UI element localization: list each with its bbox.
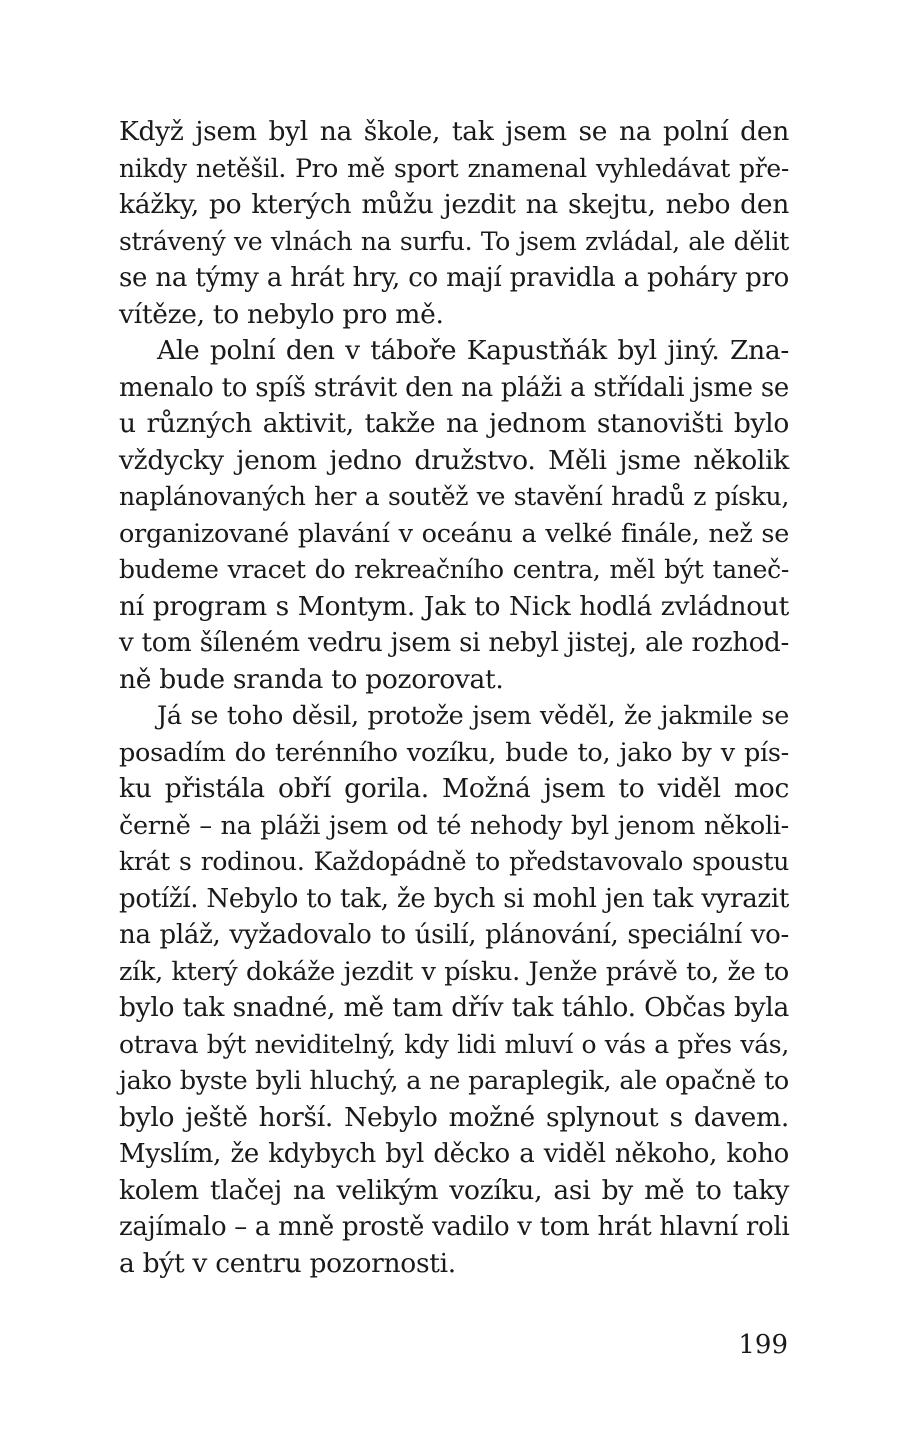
body-text (119, 114, 789, 1282)
paragraph-2-line-8: ní program s Montym. Jak to Nick hodlá zvládnout (119, 590, 789, 622)
paragraph-3-line-8: zík, který dokáže jezdit v písku. Jenže právě to, že to (119, 956, 789, 987)
paragraph-3-line-16: a být v centru pozornosti. (119, 1247, 456, 1279)
paragraph-2-line-10: ně bude sranda to pozorovat. (119, 663, 504, 695)
paragraph-1-line-2: nikdy netěšil. Pro mě sport znamenal vyhledávat pře- (119, 153, 789, 183)
paragraph-3-line-9: bylo tak snadné, mě tam dřív tak táhlo. Občas byla (119, 992, 789, 1023)
paragraph-1-line-4: strávený ve vlnách na surfu. To jsem zvládal, ale dělit (119, 226, 789, 256)
paragraph-3-line-5: krát s rodinou. Každopádně to představovalo spoustu (119, 847, 789, 876)
paragraph-3-line-4: černě – na pláži jsem od té nehody byl jenom několi- (119, 810, 789, 841)
paragraph-2-line-5: naplánovaných her a soutěž ve stavění hradů z písku, (119, 482, 789, 511)
paragraph-3-line-6: potíží. Nebylo to tak, že bych si mohl jen tak vyrazit (119, 883, 789, 914)
paragraph-3-line-1: Já se toho děsil, protože jsem věděl, že jakmile se (157, 701, 789, 731)
paragraph-3-line-2: posadím do terénního vozíku, bude to, jako by v pís- (119, 737, 789, 768)
paragraph-3-line-3: ku přistála obří gorila. Možná jsem to viděl moc (119, 773, 789, 804)
paragraph-2-line-7: budeme vracet do rekreačního centra, měl být taneč- (119, 555, 789, 584)
paragraph-1-line-1: Když jsem byl na škole, tak jsem se na polní den (119, 116, 789, 147)
paragraph-3-line-15: zajímalo – a mně prostě vadilo v tom hrát hlavní roli (119, 1212, 790, 1242)
paragraph-2-line-4: vždycky jenom jedno družstvo. Měli jsme několik (119, 444, 789, 476)
paragraph-1-line-3: kážky, po kterých můžu jezdit na skejtu, nebo den (119, 189, 789, 220)
paragraph-1-line-5: se na týmy a hrát hry, co mají pravidla a poháry pro (119, 263, 789, 293)
paragraph-3-line-14: kolem tlačej na velikým vozíku, asi by mě to taky (119, 1174, 789, 1206)
paragraph-3-line-11: jako byste byli hluchý, a ne paraplegik, ale opačně to (119, 1066, 789, 1096)
paragraph-2-line-3: u různých aktivit, takže na jednom stanovišti bylo (119, 408, 789, 439)
paragraph-2-line-2: menalo to spíš strávit den na pláži a střídali jsme se (119, 372, 789, 403)
paragraph-3-line-10: otrava být neviditelný, kdy lidi mluví o vás a přes vás, (119, 1029, 789, 1059)
paragraph-2-line-6: organizované plavání v oceánu a velké finále, než se (119, 518, 789, 549)
paragraph-1-line-6: vítěze, to nebylo pro mě. (119, 298, 444, 330)
page-number: 199 (738, 1330, 788, 1360)
paragraph-3-line-12: bylo ještě horší. Nebylo možné splynout s davem. (119, 1101, 789, 1133)
paragraph-2-line-9: v tom šíleném vedru jsem si nebyl jistej, ale rozhod- (119, 628, 789, 658)
paragraph-3-line-13: Myslím, že kdybych byl děcko a viděl někoho, koho (119, 1139, 789, 1169)
paragraph-3-line-7: na pláž, vyžadovalo to úsilí, plánování, speciální vo- (119, 920, 789, 950)
paragraph-2-line-1: Ale polní den v táboře Kapustňák byl jiný. Zna- (157, 335, 789, 366)
